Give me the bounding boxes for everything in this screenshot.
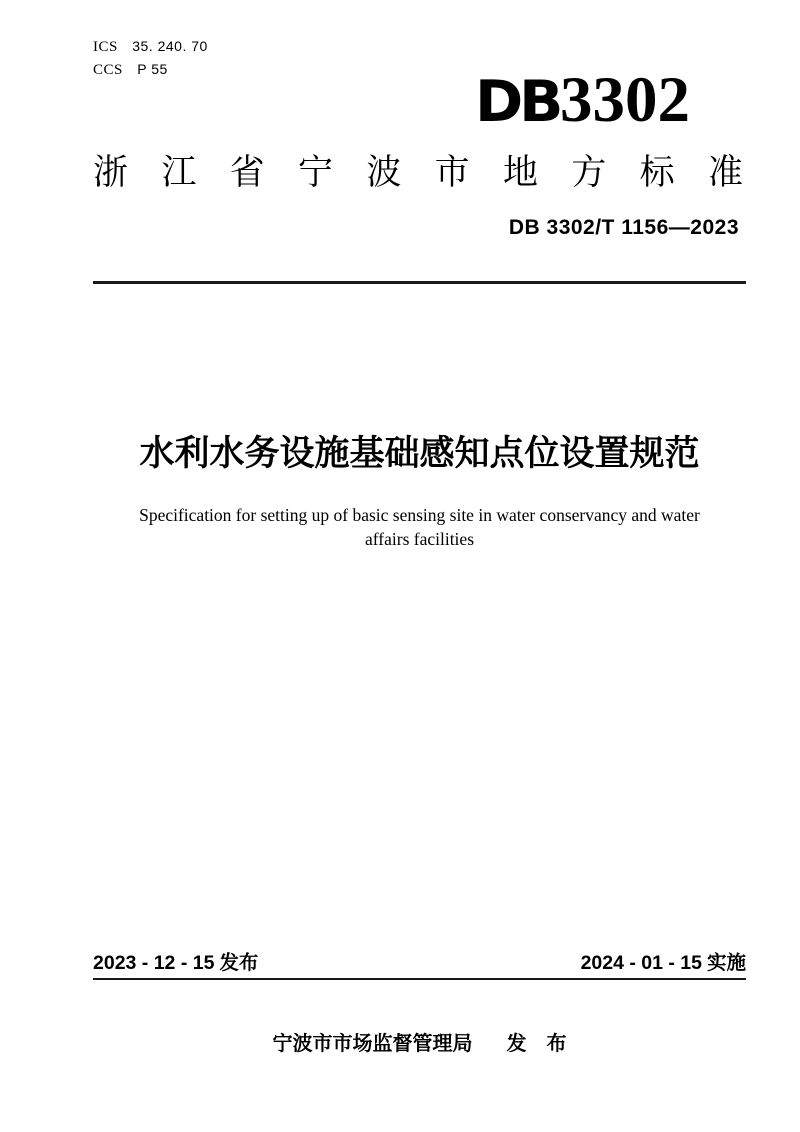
db-logo-prefix: DB xyxy=(475,69,560,135)
header-divider-rule xyxy=(93,281,746,284)
publisher-name: 宁波市市场监督管理局 xyxy=(272,1033,473,1055)
db-logo-number: 3302 xyxy=(560,64,690,136)
ics-value: 35. 240. 70 xyxy=(132,38,208,54)
ics-line xyxy=(93,37,208,56)
implement-date: 2024 - 01 - 15 xyxy=(580,952,702,974)
implement-date-group xyxy=(581,951,746,975)
issue-label: 发布 xyxy=(219,952,259,974)
dates-row xyxy=(93,951,746,975)
issue-date: 2023 - 12 - 15 xyxy=(93,952,215,974)
issue-date-group xyxy=(93,951,258,975)
publish-action: 发 布 xyxy=(506,1033,567,1055)
document-title-english xyxy=(93,504,746,551)
standard-number: DB 3302/T 1156—2023 xyxy=(508,216,739,239)
ics-label: ICS xyxy=(93,39,118,55)
document-title-english-line2: affairs facilities xyxy=(365,528,474,549)
ccs-label: CCS xyxy=(93,62,123,78)
document-title-english-line1: Specification for setting up of basic sensing site in water conservancy and water xyxy=(139,505,700,525)
footer-divider-rule xyxy=(93,978,746,980)
db-standard-logo xyxy=(475,64,690,136)
implement-label: 实施 xyxy=(706,952,746,974)
jurisdiction-title: 浙 江 省 宁 波 市 地 方 标 准 xyxy=(93,153,743,192)
publisher-line xyxy=(93,1031,746,1057)
document-title-chinese: 水利水务设施基础感知点位设置规范 xyxy=(139,434,700,473)
ccs-line xyxy=(93,60,168,79)
ccs-value: P 55 xyxy=(137,61,168,77)
